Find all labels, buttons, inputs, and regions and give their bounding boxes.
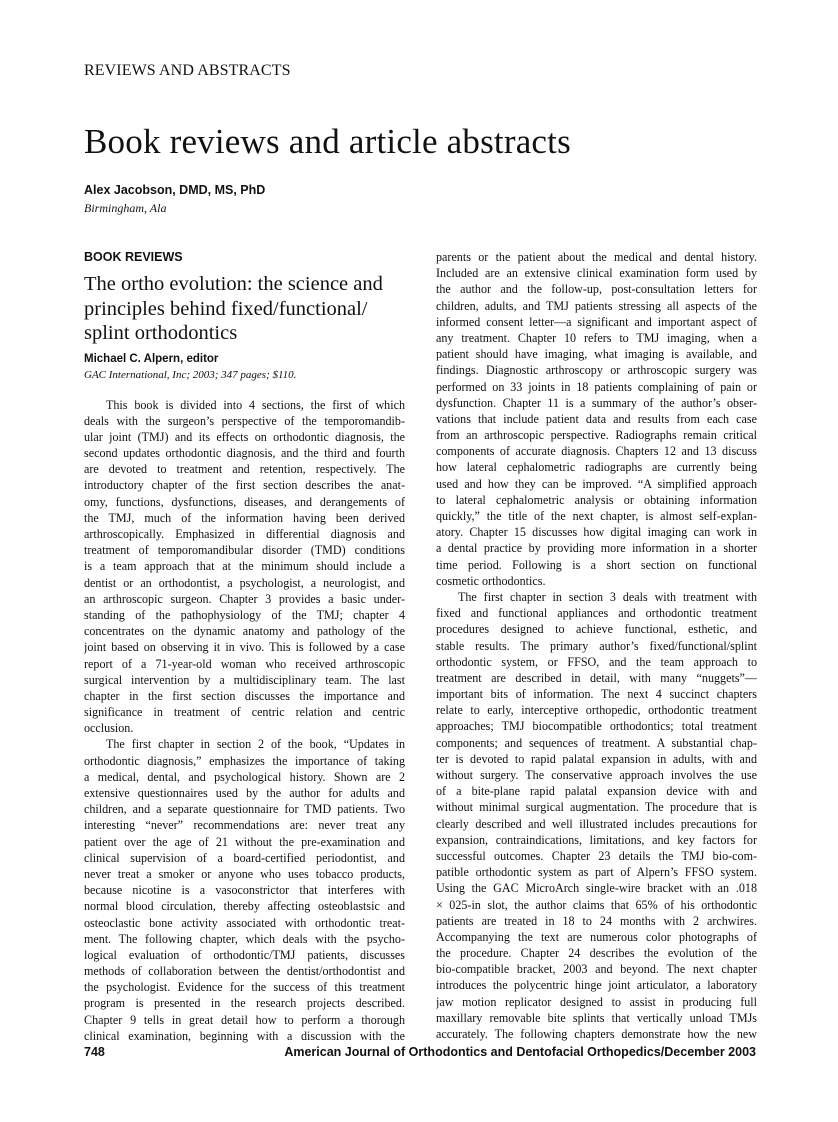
review-title-line: The ortho evolution: the science and: [84, 273, 383, 295]
text-line: vations that include patient data and results from each case: [436, 411, 757, 426]
text-line: the TMJ, much of the information having been derived: [84, 510, 405, 525]
text-line: osteoclastic bone activity associated with orthodontic treat-: [84, 915, 405, 930]
author-location: Birmingham, Ala: [84, 201, 167, 215]
text-line: without surgery. The conservative approach involves the use: [436, 768, 757, 782]
text-line: chapter in the first section discusses the importance and: [84, 688, 405, 703]
text-line: This book is divided into 4 sections, the first of which: [106, 397, 405, 412]
text-line: to lateral cephalometric analysis or obtaining information: [436, 492, 757, 507]
text-line: stable results. The primary author’s fixed/functional/splint: [436, 638, 757, 653]
section-label: BOOK REVIEWS: [84, 250, 183, 264]
text-line: standing of the pathophysiology of the TMJ; chapter 4: [84, 607, 405, 622]
body-paragraph: [436, 249, 757, 589]
text-line: patient over the age of 21 without the pre-examination and: [84, 834, 405, 849]
text-line: clinical examination, beginning with a discussion with the: [84, 1028, 405, 1043]
text-line: treatment of temporomandibular disorder (TMD) conditions: [84, 543, 405, 558]
text-line: dentist or an orthodontist, a psychologist, a neurologist, and: [84, 575, 405, 590]
text-line: interesting “never” recommendations are: never treat any: [84, 818, 405, 833]
text-line: The first chapter in section 3 deals with treatment with: [458, 589, 757, 604]
review-editor: Michael C. Alpern, editor: [84, 352, 219, 365]
text-line: expansion, contraindications, limitations, and key factors for: [436, 832, 757, 847]
text-line: significance in treatment of centric relation and centric: [84, 705, 405, 720]
body-paragraph: [84, 736, 405, 1044]
text-line: relate to early, interceptive orthopedic, orthodontic treatment: [436, 703, 757, 718]
text-line: children, and a separate questionnaire for TMD patients. Two: [84, 802, 405, 817]
text-line: components of accurate diagnosis. Chapters 12 and 13 discuss: [436, 444, 757, 459]
text-line: from an arthroscopic perspective. Radiographs remain critical: [436, 428, 757, 443]
text-line: report of a 71-year-old woman who received arthroscopic: [84, 656, 405, 671]
text-line: important bits of information. The next 4 succinct chapters: [436, 687, 757, 702]
text-line: components; and sequences of treatment. A substantial chap-: [436, 735, 757, 750]
text-line: joint based on observing it in vivo. This is followed by a case: [84, 640, 405, 655]
text-line: without minimal surgical augmentation. The procedure that is: [436, 800, 757, 815]
text-line: The first chapter in section 2 of the book, “Updates in: [106, 737, 405, 752]
text-line: surgical intervention by a multidisciplinary team. The last: [84, 672, 405, 687]
review-title-line: splint orthodontics: [84, 322, 238, 344]
text-line: patient should have imaging, what imaging is available, and: [436, 347, 757, 362]
text-line: the author and the follow-up, post-consultation letters for: [436, 282, 757, 297]
text-line: patients are treated in 18 to 24 months with 2 archwires.: [436, 913, 757, 928]
text-line: ter is devoted to rapid palatal expansion in adults, with and: [436, 751, 757, 766]
text-line: because nicotine is a vasoconstrictor that interferes with: [84, 883, 405, 898]
text-line: second updates orthodontic diagnosis, and the third and fourth: [84, 446, 405, 461]
text-line: occlusion.: [84, 721, 134, 736]
text-line: parents or the patient about the medical and dental history.: [436, 250, 757, 264]
text-line: Accompanying the text are numerous color photographs of: [436, 929, 757, 944]
text-line: are devoted to treatment and retention, respectively. The: [84, 462, 405, 477]
body-paragraph: [436, 589, 757, 1042]
text-line: concentrates on the dynamic anatomy and pathology of the: [84, 624, 405, 639]
text-line: fixed and functional appliances and orthodontic treatment: [436, 606, 757, 621]
text-line: arthroscopically. Emphasized in differential diagnosis and: [84, 527, 405, 541]
running-head: REVIEWS AND ABSTRACTS: [84, 62, 291, 79]
text-line: findings. Diagnostic arthroscopy or arthroscopic surgery was: [436, 363, 757, 378]
text-line: of a bite-plane rapid palatal expansion device with and: [436, 784, 757, 799]
text-line: introductory chapter of the first section describes the anat-: [84, 478, 405, 493]
text-line: used and how they can be improved. “A simplified approach: [436, 476, 757, 491]
text-line: atory. Chapter 15 discusses how digital imaging can work in: [436, 525, 757, 540]
footer-page-number: 748: [84, 1045, 105, 1059]
text-line: maxillary removable bite splints that vertically unload TMJs: [436, 1010, 757, 1025]
page-title: Book reviews and article abstracts: [84, 122, 571, 161]
text-line: procedures designed to achieve functional, esthetic, and: [436, 622, 757, 637]
text-line: an arthroscopic surgeon. Chapter 3 provides a basic under-: [84, 591, 405, 606]
text-line: bio-compatible bracket, 2003 and beyond. The next chapter: [436, 962, 757, 977]
text-line: informed consent letter—a significant and important aspect of: [436, 314, 757, 329]
text-line: children, adults, and TMJ patients stressing all aspects of the: [436, 298, 757, 313]
text-line: clearly described and well illustrated includes precautions for: [436, 816, 757, 831]
text-line: Using the GAC MicroArch single-wire bracket with an .018: [436, 881, 757, 896]
text-line: orthodontic system, or FFSO, and the team approach to: [436, 654, 757, 669]
text-line: never treat a smoker or anyone who uses tobacco products,: [84, 866, 405, 881]
text-line: approaches; TMJ biocompatible orthodontics; total treatment: [436, 719, 757, 734]
text-line: cosmetic orthodontics.: [436, 573, 546, 588]
text-line: how lateral cephalometric radiographs are currently being: [436, 460, 757, 475]
text-line: clinical supervision of a board-certified periodontist, and: [84, 850, 405, 865]
text-line: accurately. The following chapters demonstrate how the new: [436, 1027, 757, 1041]
text-line: any treatment. Chapter 10 refers to TMJ imaging, when a: [436, 330, 757, 345]
text-line: introduces the polycentric hinge joint articulator, a laboratory: [436, 978, 757, 993]
author-name: Alex Jacobson, DMD, MS, PhD: [84, 183, 266, 197]
text-line: orthodontic diagnosis,” emphasizes the importance of taking: [84, 753, 405, 768]
text-line: Chapter 9 tells in great detail how to perform a thorough: [84, 1012, 405, 1027]
footer-journal-citation: American Journal of Orthodontics and Dentofacial Orthopedics/December 2003: [284, 1045, 756, 1059]
text-line: dysfunction. Chapter 11 is a summary of the author’s obser-: [436, 395, 757, 410]
text-line: program is presented in the research projects described.: [84, 996, 405, 1011]
text-line: Included are an extensive clinical examination form used by: [436, 266, 757, 281]
body-paragraph: [84, 397, 405, 737]
review-publisher: GAC International, Inc; 2003; 347 pages; $110.: [84, 368, 297, 381]
text-line: the psychologist. Evidence for the success of this treatment: [84, 980, 405, 995]
text-line: ular joint (TMJ) and its effects on orthodontic diagnosis, the: [84, 429, 405, 444]
text-line: a medical, dental, and psychological history. Shown are 2: [84, 769, 405, 784]
text-line: jaw motion replicator designed to assist in producing full: [436, 994, 757, 1009]
text-line: normal blood circulation, thereby affecting osteoblastsic and: [84, 899, 405, 914]
review-title: [84, 272, 405, 346]
text-line: is a team approach that at the minimum should include a: [84, 559, 405, 574]
text-line: the procedure. Chapter 24 describes the evolution of the: [436, 946, 757, 961]
text-line: successful outcomes. Chapter 23 details the TMJ bio-com-: [436, 848, 757, 863]
text-line: treatment are described in detail, with many “nuggets”—: [436, 670, 757, 685]
text-line: methods of collaboration between the dentist/orthodontist and: [84, 964, 405, 979]
text-line: × 025-in slot, the author claims that 65% of his orthodontic: [436, 897, 757, 912]
review-title-line: principles behind fixed/functional/: [84, 297, 368, 320]
text-line: performed on 33 joints in 18 patients complaining of pain or: [436, 379, 757, 394]
left-column: [84, 250, 405, 1044]
text-line: ment. The following chapter, which deals with the psycho-: [84, 931, 405, 946]
text-line: omy, functions, dysfunctions, diseases, and derangements of: [84, 494, 405, 509]
text-line: patible orthodontic system as part of Alpern’s FFSO system.: [436, 865, 757, 880]
right-column: [436, 249, 757, 1042]
text-line: extensive questionnaires used by the author for adults and: [84, 786, 405, 800]
text-line: quickly,” the title of the next chapter, is almost self-explan-: [436, 509, 757, 523]
text-line: logical evaluation of orthodontic/TMJ patients, discusses: [84, 947, 405, 962]
text-line: deals with the surgeon’s perspective of the temporomandib-: [84, 413, 405, 428]
text-line: time period. Following is a short section on functional: [436, 557, 757, 572]
text-line: a dental practice by providing more information in a shorter: [436, 541, 757, 556]
